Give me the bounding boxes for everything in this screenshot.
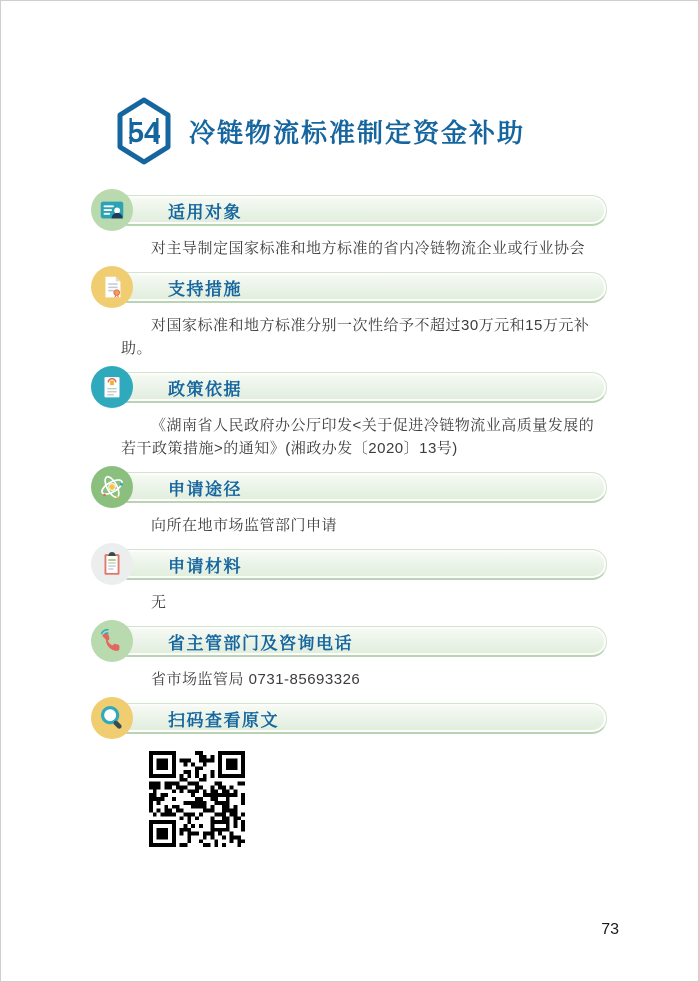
magnifier-icon bbox=[91, 697, 133, 739]
section-body: 向所在地市场监管部门申请 bbox=[151, 517, 338, 534]
section-title: 扫码查看原文 bbox=[168, 710, 279, 730]
section-header bbox=[91, 193, 607, 227]
section-header bbox=[91, 270, 607, 304]
section-policy-basis bbox=[91, 370, 607, 460]
badge-number: 54 bbox=[127, 117, 161, 149]
clipboard-icon bbox=[91, 543, 133, 585]
section-title-bar bbox=[113, 626, 607, 657]
page-title: 冷链物流标准制定资金补助 bbox=[189, 117, 526, 148]
section-title: 省主管部门及咨询电话 bbox=[168, 633, 353, 653]
section-title: 申请材料 bbox=[168, 556, 242, 576]
section-title-bar bbox=[113, 272, 607, 303]
hexagon-number-badge bbox=[117, 97, 171, 165]
section-header bbox=[91, 547, 607, 581]
section-header bbox=[91, 701, 607, 735]
section-body: 省市场监管局 0731-85693326 bbox=[151, 671, 361, 688]
document-header bbox=[117, 97, 607, 165]
section-header bbox=[91, 624, 607, 658]
section-body: 对国家标准和地方标准分别一次性给予不超过30万元和15万元补助。 bbox=[121, 317, 590, 357]
page-number: 73 bbox=[601, 921, 619, 938]
section-scan-qr bbox=[91, 701, 607, 847]
section-title-bar bbox=[113, 472, 607, 503]
section-application-materials bbox=[91, 547, 607, 614]
section-title: 适用对象 bbox=[168, 202, 242, 222]
section-title-bar bbox=[113, 703, 607, 734]
qr-code bbox=[149, 751, 245, 847]
certificate-icon bbox=[91, 266, 133, 308]
qr-code-container bbox=[149, 751, 607, 847]
section-title-bar bbox=[113, 372, 607, 403]
section-application-channel bbox=[91, 470, 607, 537]
section-header bbox=[91, 370, 607, 404]
section-support-measures bbox=[91, 270, 607, 360]
section-title: 政策依据 bbox=[168, 379, 242, 399]
phone-icon bbox=[91, 620, 133, 662]
policy-document-icon bbox=[91, 366, 133, 408]
atom-icon bbox=[91, 466, 133, 508]
section-title: 支持措施 bbox=[168, 279, 242, 299]
section-title: 申请途径 bbox=[168, 479, 242, 499]
section-title-bar bbox=[113, 195, 607, 226]
section-title-bar bbox=[113, 549, 607, 580]
id-badge-icon bbox=[91, 189, 133, 231]
section-body: 《湖南省人民政府办公厅印发<关于促进冷链物流业高质量发展的若干政策措施>的通知》(湘政办发〔2020〕13号) bbox=[121, 417, 595, 457]
section-body: 无 bbox=[151, 594, 167, 611]
page-content bbox=[1, 1, 698, 847]
section-applicable-targets bbox=[91, 193, 607, 260]
section-department-contact bbox=[91, 624, 607, 691]
section-body: 对主导制定国家标准和地方标准的省内冷链物流企业或行业协会 bbox=[151, 240, 586, 257]
section-header bbox=[91, 470, 607, 504]
